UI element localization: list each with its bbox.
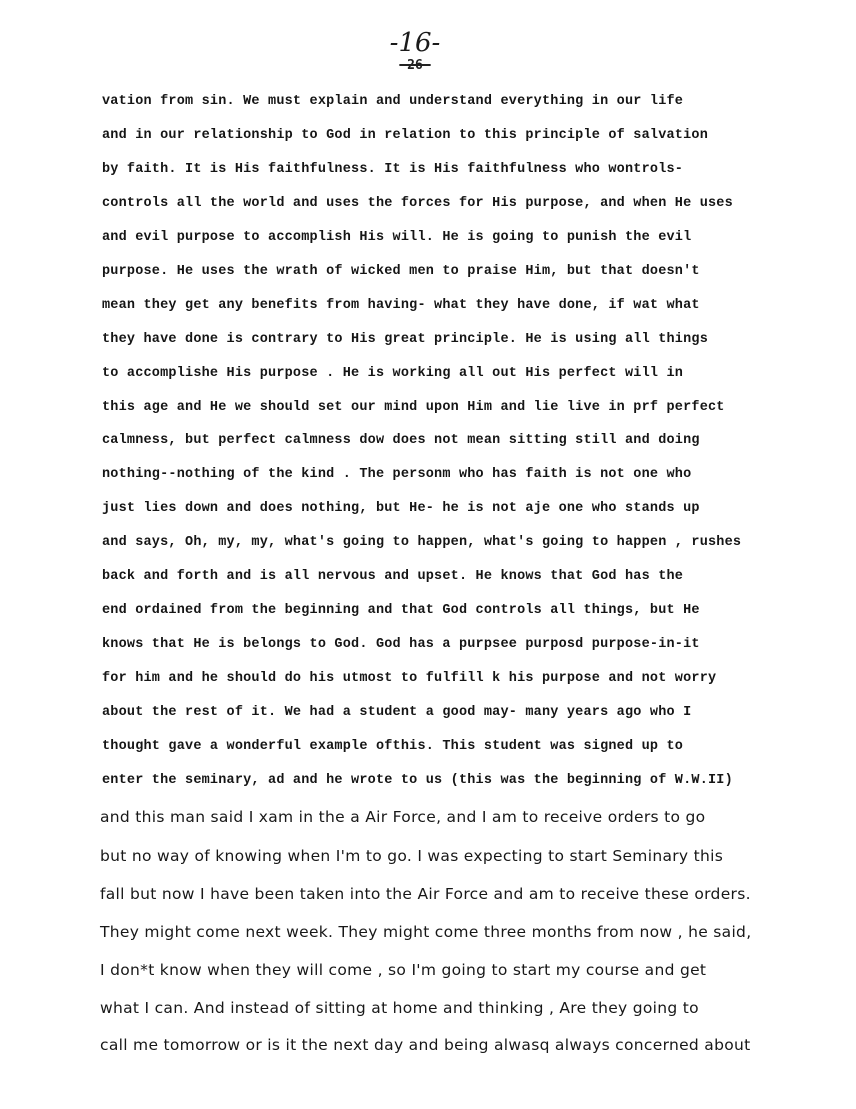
typed-line: and evil purpose to accomplish His will. He is going to punish the evil: [102, 230, 692, 245]
typed-line: they have done is contrary to His great principle. He is using all things: [102, 332, 708, 347]
page-number: -16-: [389, 28, 441, 58]
typed-line: knows that He is belongs to God. God has a purpsee purposd purpose-in-it: [102, 637, 700, 652]
typed-line: for him and he should do his utmost to fulfill k his purpose and not worry: [102, 671, 717, 686]
typed-line: controls all the world and uses the forces for His purpose, and when He uses: [102, 196, 733, 211]
typed-line: purpose. He uses the wrath of wicked men to praise Him, but that doesn't: [102, 264, 700, 279]
typed-line: thought gave a wonderful example ofthis. This student was signed up to: [102, 739, 684, 754]
typed-line: mean they get any benefits from having- what they have done, if wat what: [102, 298, 700, 313]
typed-line: just lies down and does nothing, but He- he is not aje one who stands up: [102, 501, 700, 516]
typed-line: calmness, but perfect calmness dow does not mean sitting still and doing: [102, 433, 700, 448]
typed-line: to accomplishe His purpose . He is working all out His perfect will in: [102, 366, 684, 381]
handwritten-line: what I can. And instead of sitting at home and thinking , Are they going to: [100, 999, 699, 1017]
typed-line: this age and He we should set our mind upon Him and lie live in prf perfect: [102, 400, 725, 415]
typed-line: back and forth and is all nervous and upset. He knows that God has the: [102, 569, 684, 584]
typed-line: enter the seminary, ad and he wrote to us (this was the beginning of W.W.II): [102, 773, 733, 788]
typed-line: nothing--nothing of the kind . The personm who has faith is not one who: [102, 467, 692, 482]
typed-line: and in our relationship to God in relation to this principle of salvation: [102, 128, 708, 143]
handwritten-line: but no way of knowing when I'm to go. I was expecting to start Seminary this: [100, 847, 724, 865]
typed-line: vation from sin. We must explain and understand everything in our life: [102, 94, 684, 109]
handwritten-line: I don*t know when they will come , so I'm going to start my course and get: [100, 961, 707, 979]
typed-line: by faith. It is His faithfulness. It is His faithfulness who wontrols-: [102, 162, 684, 177]
typed-line: and says, Oh, my, my, what's going to happen, what's going to happen , rushes: [102, 535, 742, 550]
handwritten-line: fall but now I have been taken into the Air Force and am to receive these orders.: [100, 885, 751, 903]
typed-line: end ordained from the beginning and that God controls all things, but He: [102, 603, 700, 618]
handwritten-line: call me tomorrow or is it the next day and being alwasq always concerned about: [100, 1036, 751, 1054]
page-number-old: -26-: [399, 58, 431, 73]
typed-line: about the rest of it. We had a student a good may- many years ago who I: [102, 705, 692, 720]
handwritten-line: and this man said I xam in the a Air Force, and I am to receive orders to go: [100, 808, 706, 826]
handwritten-line: They might come next week. They might come three months from now , he said,: [100, 923, 752, 941]
